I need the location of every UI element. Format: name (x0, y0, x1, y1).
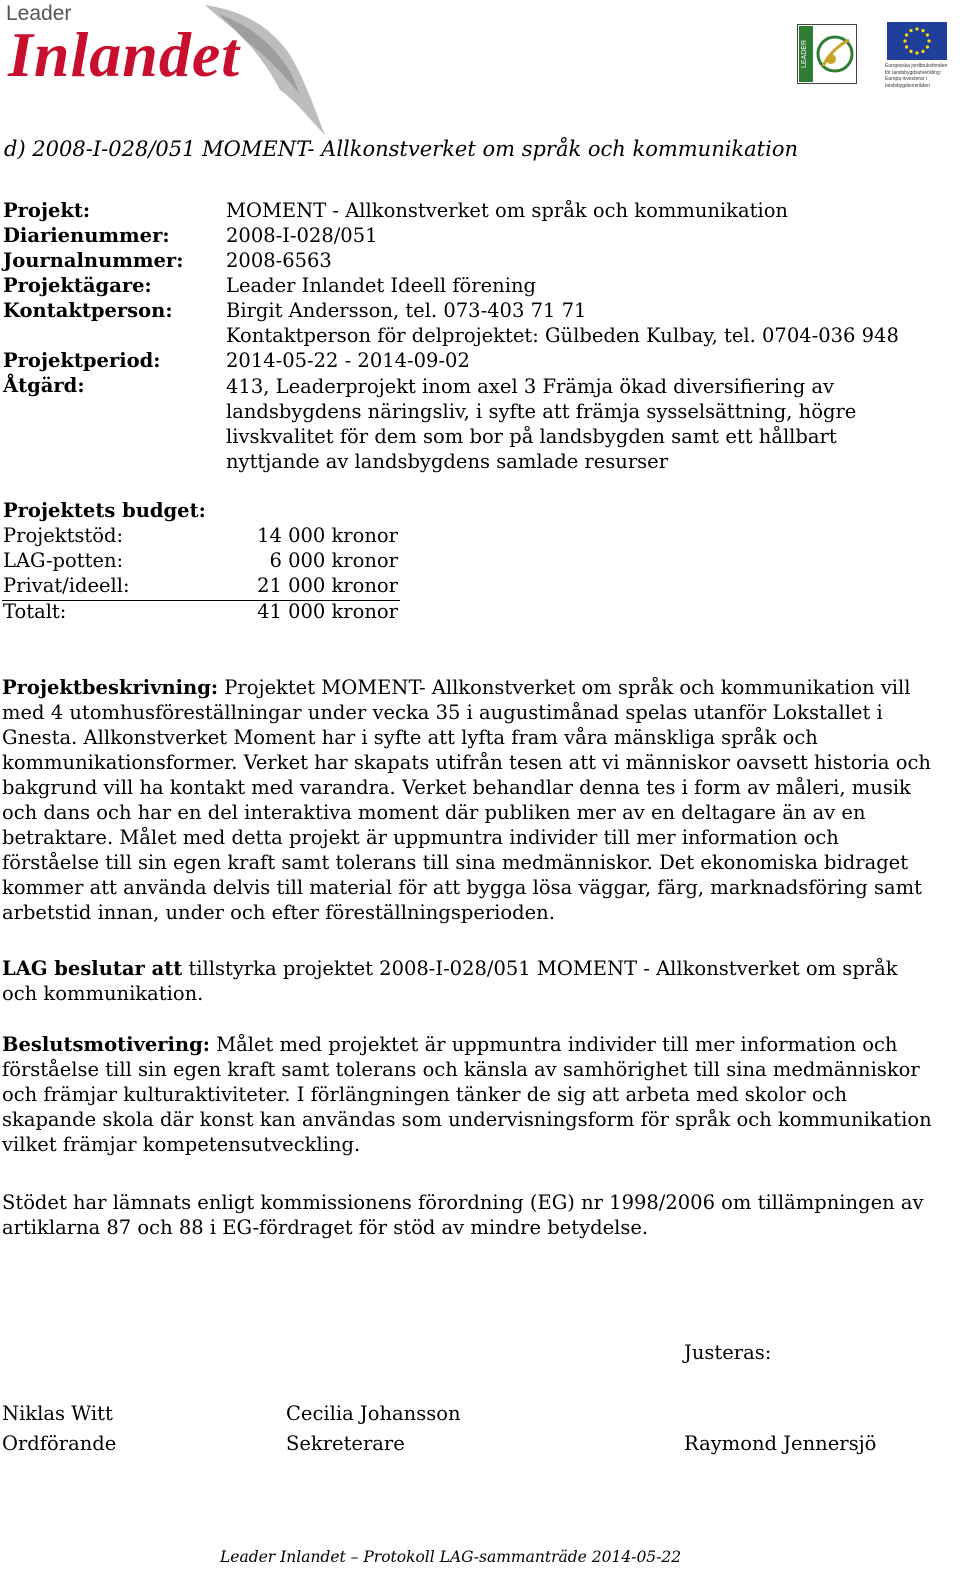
section-heading: d) 2008-I-028/051 MOMENT- Allkonstverket om språk och kommunikation (4, 137, 799, 161)
description-line: och dans och har en del interaktiva moment där publiken mer av en deltagare än av en (2, 801, 866, 824)
adjuster-name: Raymond Jennersjö (684, 1432, 877, 1455)
diarienummer-value: 2008-I-028/051 (226, 224, 378, 247)
description-line: kommer att använda delvis till material för att bygga lösa väggar, färg, marknadsföring samt (2, 876, 922, 899)
description-line: med 4 utomhusföreställningar under vecka 35 i augustimånad spelas utanför Lokstallet i (2, 701, 883, 724)
secretary-role: Sekreterare (286, 1432, 405, 1455)
support-line: Stödet har lämnats enligt kommissionens förordning (EG) nr 1998/2006 om tillämpningen av (2, 1191, 924, 1214)
motivation-line: Målet med projektet är uppmuntra individer till mer information och (209, 1033, 898, 1056)
diarienummer-label: Diarienummer: (3, 224, 170, 247)
motivation-label: Beslutsmotivering: (2, 1033, 210, 1056)
motivation-line: vilket främjar kompetensutveckling. (2, 1133, 361, 1156)
description-line: Projektet MOMENT- Allkonstverket om språk och kommunikation vill (218, 676, 911, 699)
chair-role: Ordförande (2, 1432, 117, 1455)
description-line: Gnesta. Allkonstverket Moment har i syfte att lyfta fram våra mänskliga språk och (2, 726, 818, 749)
description-line: förståelse till sin egen kraft samt tolerans till sina medmänniskor. Det ekonomiska bidraget (2, 851, 909, 874)
eu-caption: Europeiska jordbruksfonden för landsbygdsutveckling: Europa investerar i landsbygdsområden (885, 63, 948, 89)
lag-decision (2, 956, 942, 1006)
support-statement (2, 1190, 942, 1240)
secretary-name: Cecilia Johansson (286, 1402, 461, 1425)
atgard-line: landsbygdens näringsliv, i syfte att främja sysselsättning, högre (226, 400, 857, 423)
svg-text:LEADER: LEADER (801, 39, 808, 69)
journalnummer-value: 2008-6563 (226, 249, 332, 272)
atgard-line: livskvalitet för dem som bor på landsbygden samt ett hållbart (226, 425, 837, 448)
project-description (2, 675, 942, 925)
eu-flag-icon (887, 22, 947, 60)
motivation-line: förståelse till sin egen kraft samt tolerans och känsla av samhörighet till sina medmänniskor (2, 1058, 920, 1081)
support-line: artiklarna 87 och 88 i EG-fördraget för stöd av mindre betydelse. (2, 1216, 649, 1239)
delprojekt-kontakt-value: Kontaktperson för delprojektet: Gülbeden Kulbay, tel. 0704-036 948 (226, 324, 899, 347)
atgard-line: nyttjande av landsbygdens samlade resurser (226, 450, 669, 473)
logo-leader-small-text: Leader (6, 2, 72, 25)
description-line: bakgrund vill ha kontakt med varandra. Verket behandlar denna tes i form av måleri, musik (2, 776, 911, 799)
budget-row-label: LAG-potten: (3, 549, 124, 572)
description-line: arbetstid innan, under och efter föreställningsperioden. (2, 901, 555, 924)
budget-row-value: 6 000 kronor (269, 549, 398, 572)
projektagare-label: Projektägare: (3, 274, 152, 297)
bird-wing-icon (200, 0, 330, 140)
projektagare-value: Leader Inlandet Ideell förening (226, 274, 536, 297)
description-label: Projektbeskrivning: (2, 676, 219, 699)
decision-motivation (2, 1032, 942, 1157)
decision-line: och kommunikation. (2, 982, 204, 1005)
kontaktperson-value: Birgit Andersson, tel. 073-403 71 71 (226, 299, 587, 322)
decision-label: LAG beslutar att (2, 957, 183, 980)
budget-row-label: Projektstöd: (3, 524, 124, 547)
atgard-label: Åtgärd: (3, 374, 85, 397)
chair-name: Niklas Witt (2, 1402, 113, 1425)
motivation-line: och främjar kulturaktiviteter. I förlängningen tänker de sig att arbeta med skolor och (2, 1083, 848, 1106)
budget-row-label: Privat/ideell: (3, 574, 130, 597)
page-footer: Leader Inlandet – Protokoll LAG-sammanträde 2014-05-22 (220, 1548, 682, 1566)
projekt-label: Projekt: (3, 199, 91, 222)
projektperiod-label: Projektperiod: (3, 349, 161, 372)
decision-line: tillstyrka projektet 2008-I-028/051 MOMENT - Allkonstverket om språk (182, 957, 898, 980)
justeras-label: Justeras: (684, 1341, 772, 1364)
atgard-value (226, 374, 856, 474)
budget-total-value: 41 000 kronor (257, 600, 398, 623)
atgard-line: 413, Leaderprojekt inom axel 3 Främja ökad diversifiering av (226, 375, 835, 398)
budget-row-value: 14 000 kronor (257, 524, 398, 547)
description-line: kommunikationsformer. Verket har skapats utifrån tesen att vi människor oavsett historia och (2, 751, 931, 774)
logo-inlandet-script: Inlandet (8, 19, 241, 90)
motivation-line: skapande skola där konst kan användas som undervisningsform för språk och kommunikation (2, 1108, 932, 1131)
projektperiod-value: 2014-05-22 - 2014-09-02 (226, 349, 470, 372)
budget-row-value: 21 000 kronor (257, 574, 398, 597)
budget-total-label: Totalt: (3, 600, 67, 623)
description-line: betraktare. Målet med detta projekt är uppmuntra individer till mer information och (2, 826, 839, 849)
kontaktperson-label: Kontaktperson: (3, 299, 173, 322)
budget-title: Projektets budget: (3, 499, 206, 522)
projekt-value: MOMENT - Allkonstverket om språk och kommunikation (226, 199, 788, 222)
leader-badge-icon (797, 24, 857, 84)
journalnummer-label: Journalnummer: (3, 249, 184, 272)
